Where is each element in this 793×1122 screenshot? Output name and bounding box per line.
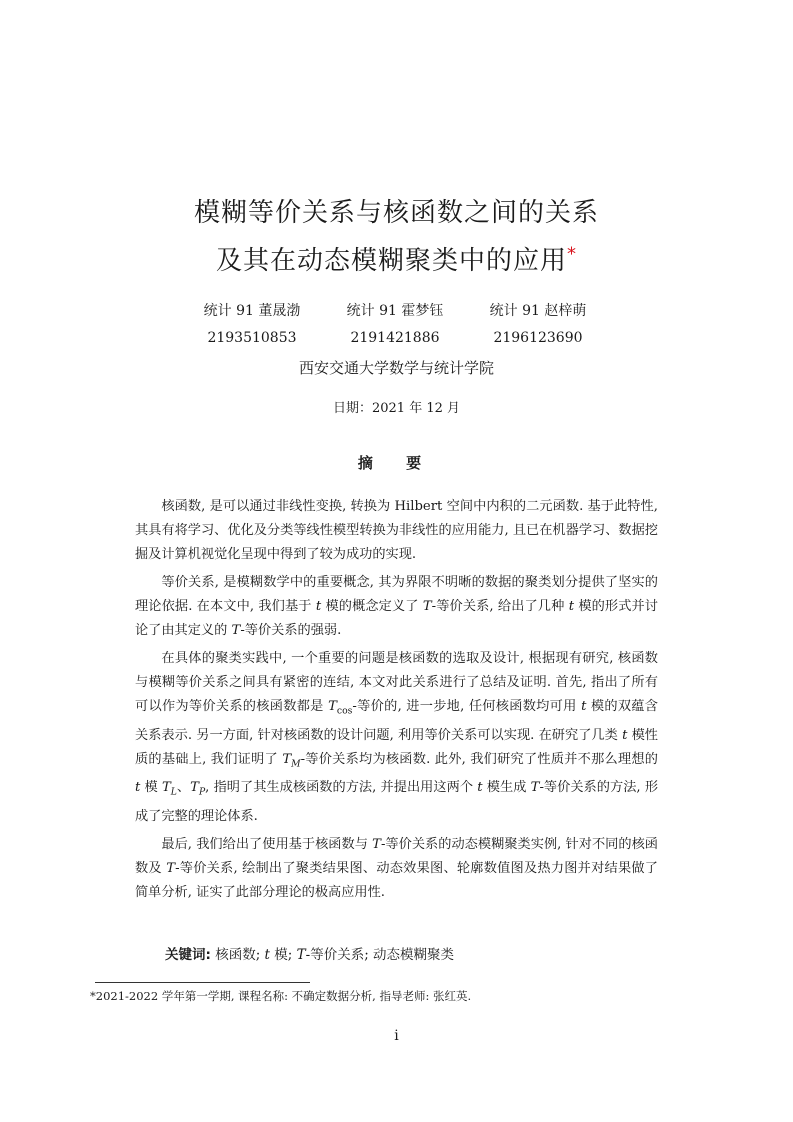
author-3 xyxy=(448,298,628,352)
author-name: 统计 91 霍梦钰 xyxy=(346,303,444,319)
abstract-heading: 摘 要 xyxy=(357,454,436,472)
keywords: 关键词: 核函数; t 模; T-等价关系; 动态模糊聚类 xyxy=(165,947,455,963)
author-id: 2193510853 xyxy=(207,330,297,346)
keywords-label: 关键词: xyxy=(165,947,211,963)
paper-title-line1: 模糊等价关系与核函数之间的关系 xyxy=(193,198,599,228)
footnote-rule xyxy=(95,982,310,983)
footnote: *2021-2022 学年第一学期, 课程名称: 不确定数据分析, 指导老师: 张红英. xyxy=(90,989,472,1003)
paper-title-line2: 及其在动态模糊聚类中的应用* xyxy=(215,243,577,276)
abstract-paragraph-3: 在具体的聚类实践中, 一个重要的问题是核函数的选取及设计, 根据现有研究, 核函数与模糊等价关系之间具有紧密的连结, 本文对此关系进行了总结及证明. 首先, 指出了所有可以作为等价关系的核函数都是 $T_{cos}-$等价的, 进一步地, 任何核函数均可用 t 模的双蕴含关系表示. 另一方面, 针对核函数的设计问题, 利用等价关系可以实现. 在研究了几类 t 模性质的基础上, 我们证明了 $T_M-$等价关系均为核函数. 此外, 我们研究了性质并不那么理想的 t 模 $T_L$、$T_P$, 指明了其生成核函数的方法, 并提出用这两个 t 模生成 T-等价关系的方法, 形成了完整的理论体系. xyxy=(135,651,659,824)
author-name: 统计 91 赵梓萌 xyxy=(489,303,587,319)
page-number: i xyxy=(394,1028,399,1044)
author-id: 2196123690 xyxy=(493,330,583,346)
institution: 西安交通大学数学与统计学院 xyxy=(298,359,494,377)
abstract-paragraph-2: 等价关系, 是模糊数学中的重要概念, 其为界限不明晰的数据的聚类划分提供了坚实的理论依据. 在本文中, 我们基于 t 模的概念定义了 T-等价关系, 给出了几种 t 模的形式并讨论了由其定义的 T-等价关系的强弱. xyxy=(135,575,658,638)
author-name: 统计 91 董晟渤 xyxy=(203,303,301,319)
date: 日期：2021 年 12 月 xyxy=(332,401,461,416)
abstract-paragraph-1: 核函数, 是可以通过非线性变换, 转换为 Hilbert 空间中内积的二元函数. 基于此特性, 其具有将学习、优化及分类等线性模型转换为非线性的应用能力, 且已在机器学习、数据挖掘及计算机视觉化呈现中得到了较为成功的实现. xyxy=(135,499,658,562)
abstract-body xyxy=(135,495,658,909)
abstract-paragraph-4: 最后, 我们给出了使用基于核函数与 T-等价关系的动态模糊聚类实例, 针对不同的核函数及 T-等价关系, 绘制出了聚类结果图、动态效果图、轮廓数值图及热力图并对结果做了简单分析, 证实了此部分理论的极高应用性. xyxy=(135,836,658,900)
author-id: 2191421886 xyxy=(350,330,440,346)
title-footnote-marker: * xyxy=(567,243,577,265)
